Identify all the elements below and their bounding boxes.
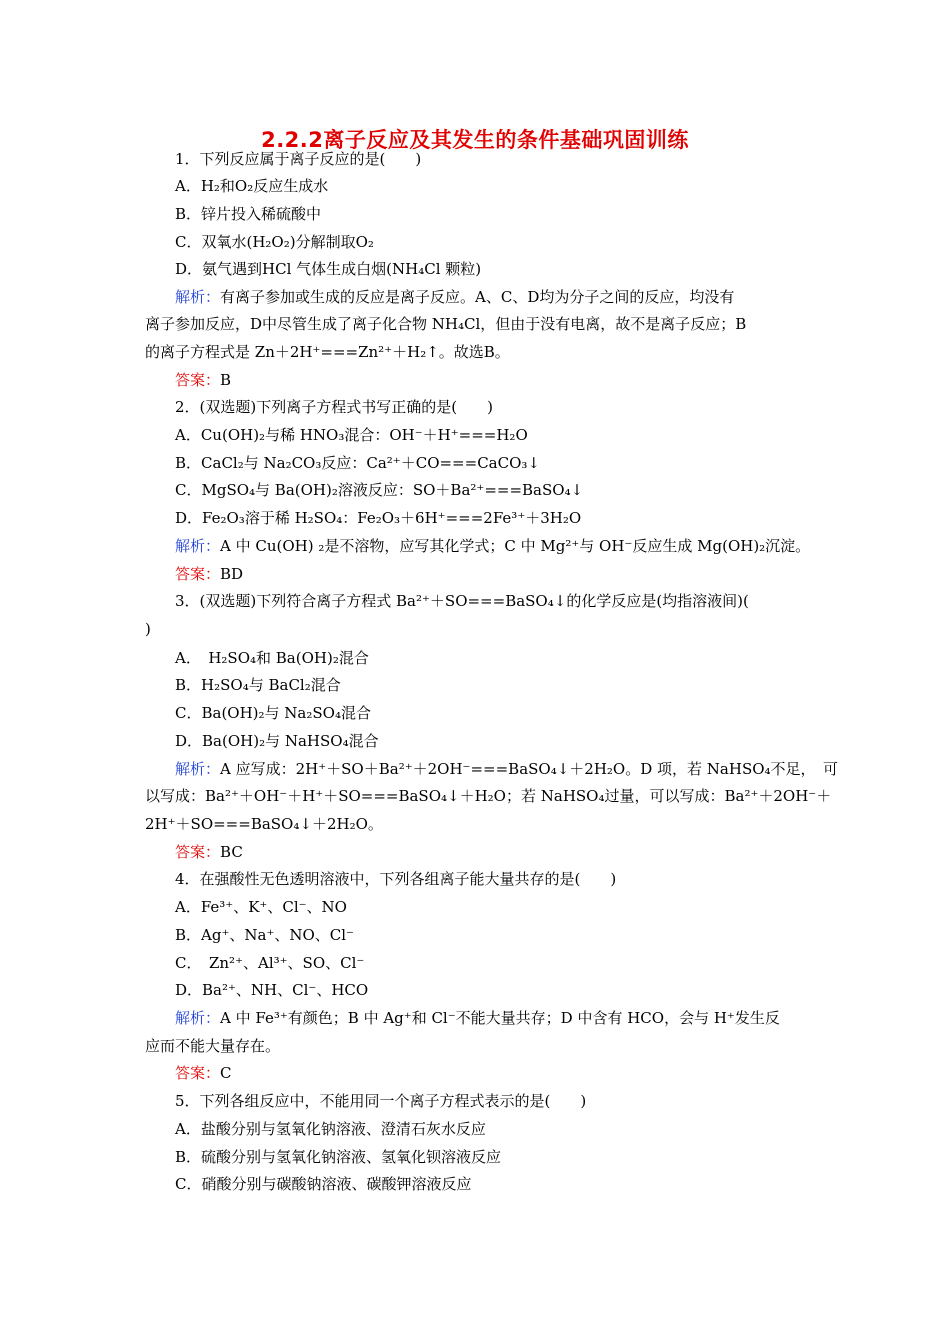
explanation-label: 解析：	[175, 1009, 221, 1027]
answer-label: 答案：	[175, 843, 221, 861]
option-a: A．Cu(OH)₂与稀 HNO₃混合：OH⁻＋H⁺===H₂O	[175, 426, 528, 444]
question-5: 5．下列各组反应中，不能用同一个离子方程式表示的是( )	[175, 1092, 587, 1110]
option-b: B．硫酸分别与氢氧化钠溶液、氢氧化钡溶液反应	[175, 1148, 502, 1166]
option-c: C．Ba(OH)₂与 Na₂SO₄混合	[175, 704, 371, 722]
answer-label: 答案：	[175, 371, 221, 389]
explanation-label: 解析：	[175, 760, 221, 778]
explanation-line: 解析：A 中 Cu(OH) ₂是不溶物，应写其化学式；C 中 Mg²⁺与 OH⁻反应生成 Mg(OH)₂沉淀。	[175, 537, 811, 555]
option-b: B．CaCl₂与 Na₂CO₃反应：Ca²⁺＋CO===CaCO₃↓	[175, 454, 540, 472]
option-c: C．MgSO₄与 Ba(OH)₂溶液反应：SO＋Ba²⁺===BaSO₄↓	[175, 481, 584, 499]
explanation-line: 应而不能大量存在。	[145, 1037, 281, 1055]
question-3: 3．(双选题)下列符合离子方程式 Ba²⁺＋SO===BaSO₄↓的化学反应是(均指溶液间)(	[175, 592, 749, 610]
explanation-label: 解析：	[175, 288, 221, 306]
option-b: B．Ag⁺、Na⁺、NO、Cl⁻	[175, 926, 354, 944]
option-b: B．H₂SO₄与 BaCl₂混合	[175, 676, 341, 694]
option-a: A． H₂SO₄和 Ba(OH)₂混合	[175, 649, 369, 667]
document-title: 2.2.2离子反应及其发生的条件基础巩固训练	[261, 128, 689, 152]
explanation-line: 2H⁺＋SO===BaSO₄↓＋2H₂O。	[145, 815, 383, 833]
option-c: C．硝酸分别与碳酸钠溶液、碳酸钾溶液反应	[175, 1175, 472, 1193]
option-b: B．锌片投入稀硫酸中	[175, 205, 322, 223]
explanation-line: 解析：A 中 Fe³⁺有颜色；B 中 Ag⁺和 Cl⁻不能大量共存；D 中含有 HCO，会与 H⁺发生反	[175, 1009, 780, 1027]
answer-label: 答案：	[175, 565, 221, 583]
question-4: 4．在强酸性无色透明溶液中，下列各组离子能大量共存的是( )	[175, 870, 617, 888]
answer-label: 答案：	[175, 1064, 221, 1082]
option-c: C．双氧水(H₂O₂)分解制取O₂	[175, 233, 374, 251]
explanation-line: 以写成：Ba²⁺＋OH⁻＋H⁺＋SO===BaSO₄↓＋H₂O；若 NaHSO₄过量，可以写成：Ba²⁺＋2OH⁻＋	[145, 787, 832, 805]
question-1: 1．下列反应属于离子反应的是( )	[175, 150, 422, 168]
explanation-line: 解析：有离子参加或生成的反应是离子反应。A、C、D均为分子之间的反应，均没有	[175, 288, 735, 306]
answer-line: 答案：C	[175, 1064, 232, 1082]
option-a: A．Fe³⁺、K⁺、Cl⁻、NO	[175, 898, 347, 916]
option-c: C． Zn²⁺、Al³⁺、SO、Cl⁻	[175, 954, 365, 972]
answer-line: 答案：B	[175, 371, 232, 389]
option-d: D．Fe₂O₃溶于稀 H₂SO₄：Fe₂O₃＋6H⁺===2Fe³⁺＋3H₂O	[175, 509, 582, 527]
option-a: A．H₂和O₂反应生成水	[175, 177, 329, 195]
answer-line: 答案：BC	[175, 843, 243, 861]
option-d: D．Ba(OH)₂与 NaHSO₄混合	[175, 732, 379, 750]
option-d: D．氨气遇到HCl 气体生成白烟(NH₄Cl 颗粒)	[175, 260, 482, 278]
option-a: A．盐酸分别与氢氧化钠溶液、澄清石灰水反应	[175, 1120, 486, 1138]
explanation-line: 的离子方程式是 Zn＋2H⁺===Zn²⁺＋H₂↑。故选B。	[145, 343, 510, 361]
question-3-continued: )	[145, 620, 151, 638]
explanation-line: 解析：A 应写成：2H⁺＋SO＋Ba²⁺＋2OH⁻===BaSO₄↓＋2H₂O。D 项，若 NaHSO₄不足， 可	[175, 760, 839, 778]
answer-line: 答案：BD	[175, 565, 244, 583]
explanation-line: 离子参加反应，D中尽管生成了离子化合物 NH₄Cl，但由于没有电离，故不是离子反应；B	[145, 315, 747, 333]
option-d: D．Ba²⁺、NH、Cl⁻、HCO	[175, 981, 369, 999]
explanation-label: 解析：	[175, 537, 221, 555]
question-2: 2．(双选题)下列离子方程式书写正确的是( )	[175, 398, 493, 416]
